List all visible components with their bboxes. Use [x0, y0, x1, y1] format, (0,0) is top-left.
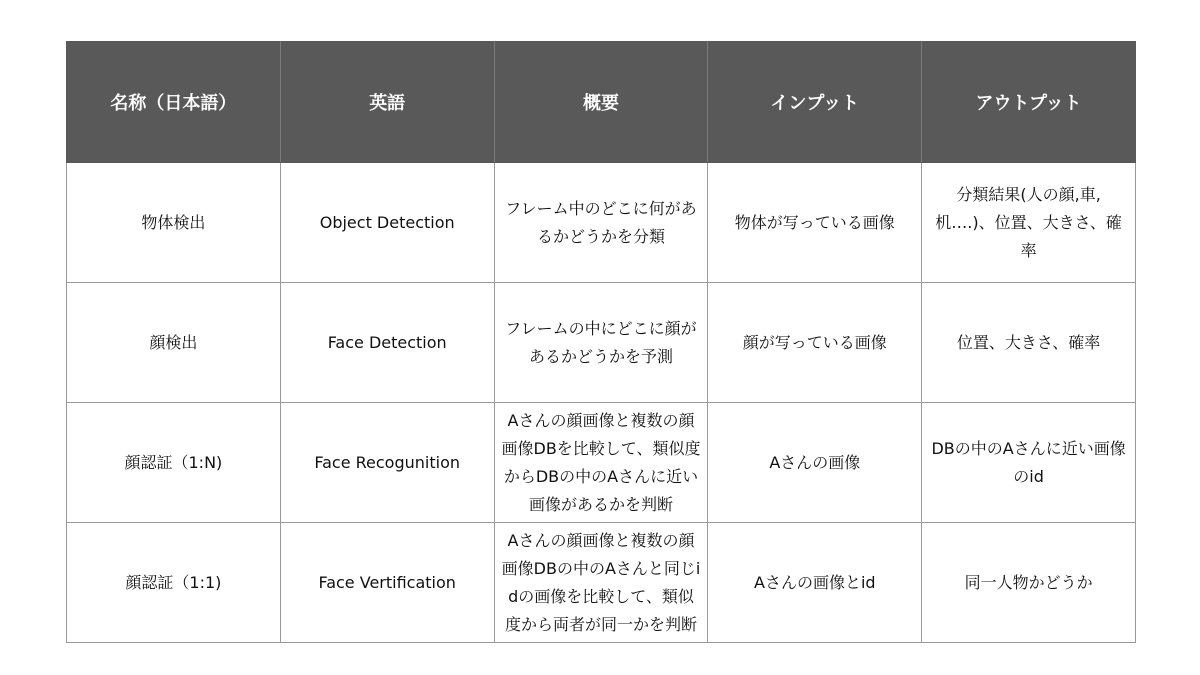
cell-summary: Aさんの顔画像と複数の顔画像DBの中のAさんと同じidの画像を比較して、類似度から両者が同一かを判断 — [494, 523, 708, 643]
cell-output: 同一人物かどうか — [922, 523, 1136, 643]
cell-input: Aさんの画像とid — [708, 523, 922, 643]
cell-english: Face Recogunition — [280, 403, 494, 523]
cell-summary: Aさんの顔画像と複数の顔画像DBを比較して、類似度からDBの中のAさんに近い画像があるかを判断 — [494, 403, 708, 523]
comparison-table — [66, 41, 1136, 643]
table-row — [67, 523, 1136, 643]
cell-name-ja: 顔認証（1:N) — [67, 403, 281, 523]
header-english: 英語 — [280, 42, 494, 163]
header-summary: 概要 — [494, 42, 708, 163]
cell-name-ja: 顔認証（1:1) — [67, 523, 281, 643]
cell-output: DBの中のAさんに近い画像のid — [922, 403, 1136, 523]
cell-summary: フレームの中にどこに顔があるかどうかを予測 — [494, 283, 708, 403]
header-name-ja: 名称（日本語） — [67, 42, 281, 163]
header-row — [67, 42, 1136, 163]
table-row — [67, 163, 1136, 283]
cell-input: 物体が写っている画像 — [708, 163, 922, 283]
cell-english: Object Detection — [280, 163, 494, 283]
cell-english: Face Vertification — [280, 523, 494, 643]
cell-input: Aさんの画像 — [708, 403, 922, 523]
header-output: アウトプット — [922, 42, 1136, 163]
cell-name-ja: 物体検出 — [67, 163, 281, 283]
cell-name-ja: 顔検出 — [67, 283, 281, 403]
cell-input: 顔が写っている画像 — [708, 283, 922, 403]
cell-output: 位置、大きさ、確率 — [922, 283, 1136, 403]
table-row — [67, 283, 1136, 403]
header-input: インプット — [708, 42, 922, 163]
table-row — [67, 403, 1136, 523]
cell-output: 分類結果(人の顔,車,机….)、位置、大きさ、確率 — [922, 163, 1136, 283]
cell-english: Face Detection — [280, 283, 494, 403]
cell-summary: フレーム中のどこに何があるかどうかを分類 — [494, 163, 708, 283]
